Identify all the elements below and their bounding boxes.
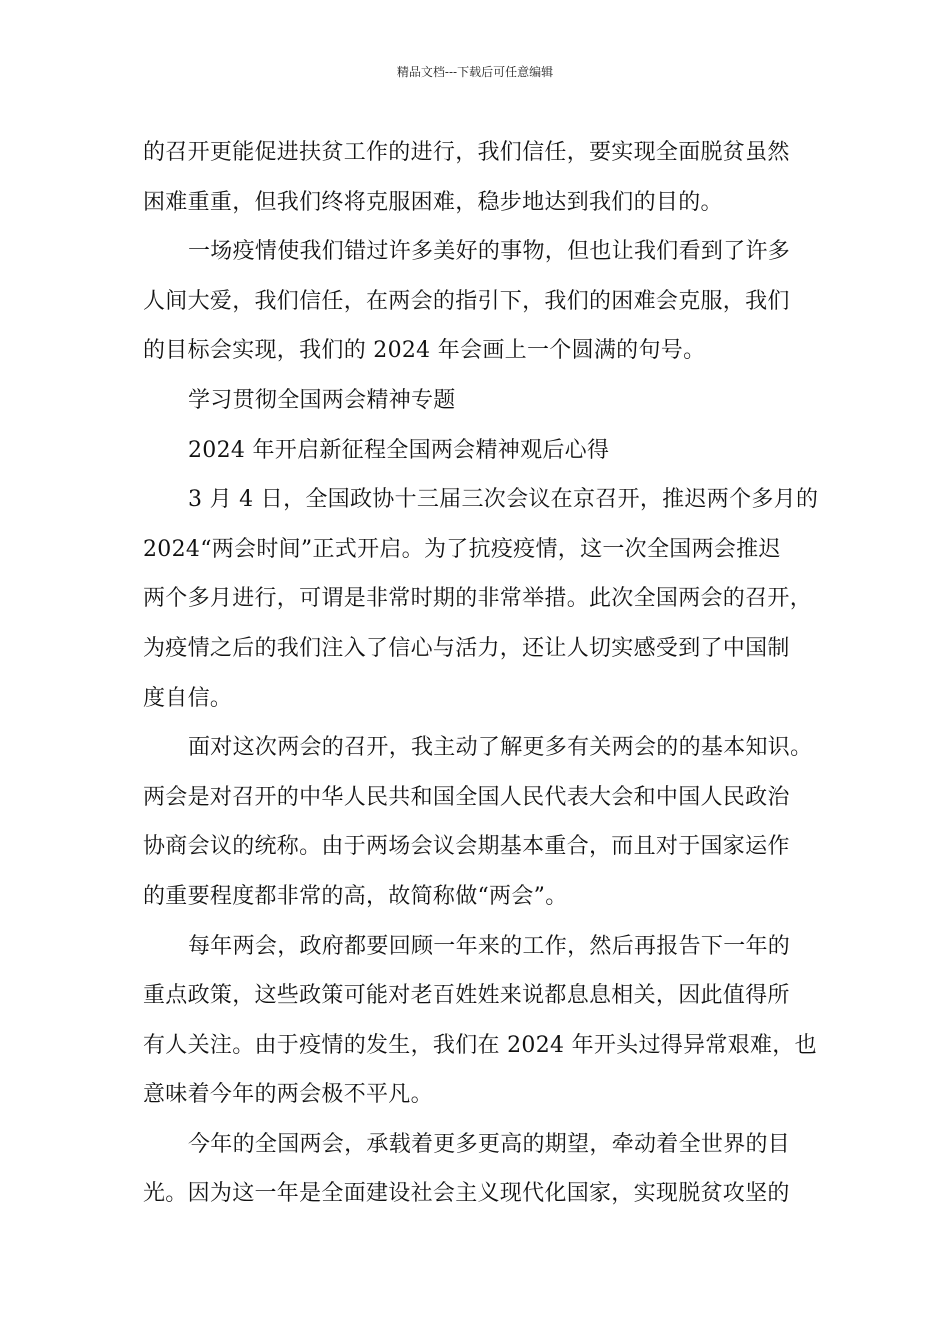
- text-line: 3 月 4 日，全国政协十三届三次会议在京召开，推迟两个多月的: [188, 487, 819, 513]
- text-line: 的重要程度都非常的高，故简称做“两会”。: [143, 883, 568, 909]
- text-line: 协商会议的统称。由于两场会议会期基本重合，而且对于国家运作: [143, 834, 790, 860]
- text-line: 困难重重，但我们终将克服困难，稳步地达到我们的目的。: [143, 189, 723, 215]
- text-line: 人间大爱，我们信任，在两会的指引下，我们的困难会克服，我们: [143, 288, 790, 314]
- section-heading: 学习贯彻全国两会精神专题: [188, 387, 456, 413]
- text-line: 的目标会实现，我们的 2024 年会画上一个圆满的句号。: [143, 338, 706, 364]
- text-line: 重点政策，这些政策可能对老百姓姓来说都息息相关，因此值得所: [143, 983, 790, 1009]
- text-line: 面对这次两会的召开，我主动了解更多有关两会的的基本知识。: [188, 735, 813, 761]
- text-line: 今年的全国两会，承载着更多更高的期望，牵动着全世界的目: [188, 1131, 791, 1157]
- text-line: 为疫情之后的我们注入了信心与活力，还让人切实感受到了中国制: [143, 635, 790, 661]
- text-line: 的召开更能促进扶贫工作的进行，我们信任，要实现全面脱贫虽然: [143, 140, 790, 165]
- text-line: 一场疫情使我们错过许多美好的事物，但也让我们看到了许多: [188, 239, 791, 265]
- text-line: 两个多月进行，可谓是非常时期的非常举措。此次全国两会的召开，: [143, 586, 813, 612]
- text-line: 意味着今年的两会极不平凡。: [143, 1082, 433, 1108]
- page-header: 精品文档---下载后可任意编辑: [396, 65, 554, 79]
- section-subheading: 2024 年开启新征程全国两会精神观后心得: [188, 437, 610, 463]
- document-body: [143, 128, 819, 1219]
- text-line: 有人关注。由于疫情的发生，我们在 2024 年开头过得异常艰难，也: [143, 1032, 817, 1058]
- text-line: 两会是对召开的中华人民共和国全国人民代表大会和中国人民政治: [143, 784, 790, 810]
- text-line: 光。因为这一年是全面建设社会主义现代化国家，实现脱贫攻坚的: [143, 1181, 790, 1207]
- text-line: 每年两会，政府都要回顾一年来的工作，然后再报告下一年的: [188, 933, 791, 959]
- text-line: 2024“两会时间”正式开启。为了抗疫疫情，这一次全国两会推迟: [143, 536, 781, 562]
- text-line: 度自信。: [143, 685, 233, 711]
